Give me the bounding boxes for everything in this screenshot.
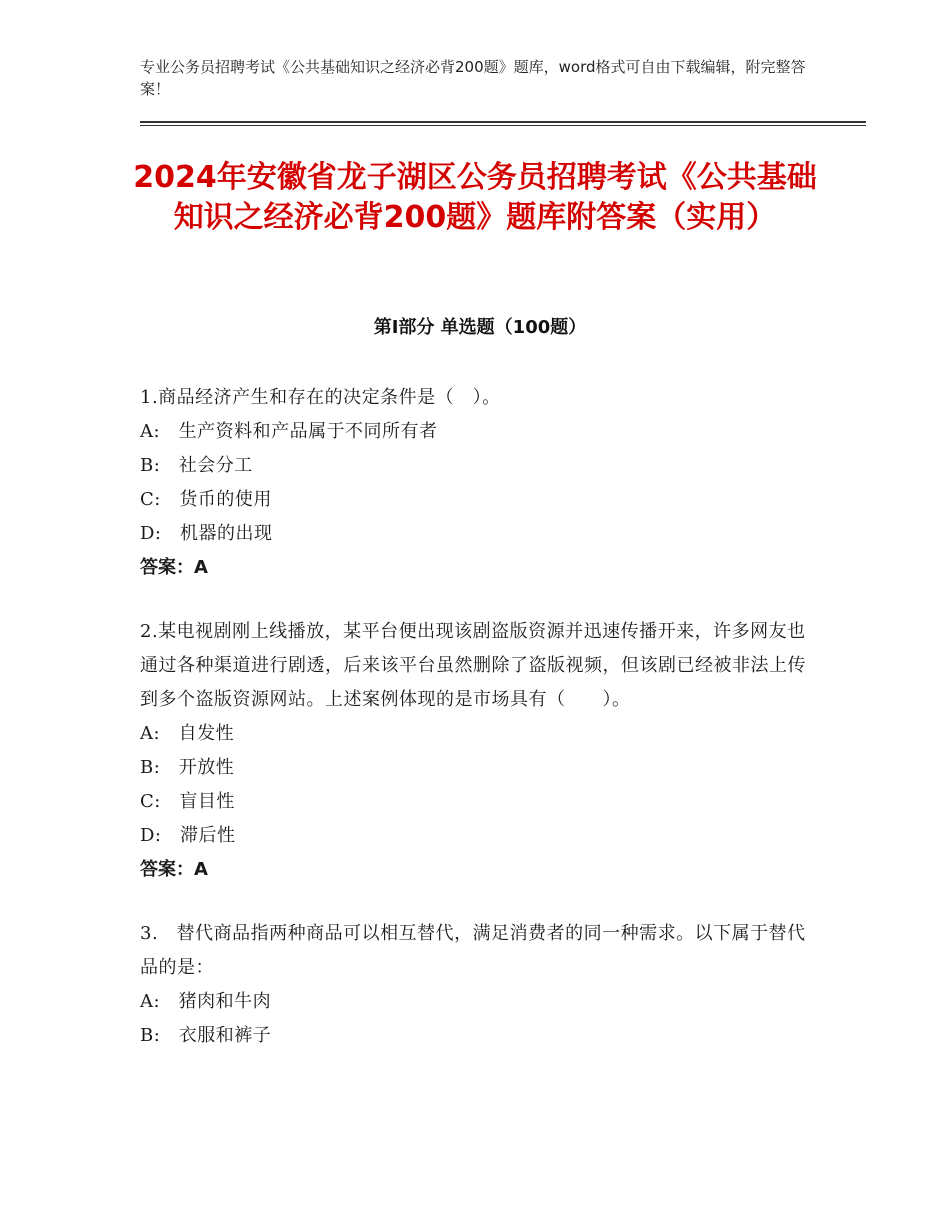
section-heading: 第Ⅰ部分 单选题（100题） (373, 317, 587, 338)
question-text: 1.商品经济产生和存在的决定条件是（ ）。 (140, 387, 501, 408)
question-2 (140, 615, 810, 887)
question-1 (140, 381, 810, 585)
option-b: B: 衣服和裤子 (140, 1025, 272, 1046)
option-d: D: 滞后性 (140, 825, 236, 846)
option-a: A: 猪肉和牛肉 (140, 991, 272, 1012)
header-note: 专业公务员招聘考试《公共基础知识之经济必背200题》题库，word格式可自由下载编辑，附完整答案！ (140, 58, 806, 98)
document-title: 2024年安徽省龙子湖区公务员招聘考试《公共基础知识之经济必背200题》题库附答案（实用） (133, 160, 817, 235)
option-a: A: 生产资料和产品属于不同所有者 (140, 421, 438, 442)
header-divider-thin (140, 125, 866, 126)
question-list (140, 381, 810, 1083)
question-text: 3. 替代商品指两种商品可以相互替代，满足消费者的同一种需求。以下属于替代品的是： (140, 923, 806, 978)
answer-label: 答案：A (140, 859, 208, 880)
header-divider (140, 121, 866, 126)
header-divider-thick (140, 121, 866, 123)
option-b: B: 开放性 (140, 757, 235, 778)
option-d: D: 机器的出现 (140, 523, 273, 544)
answer-label: 答案：A (140, 557, 208, 578)
option-a: A: 自发性 (140, 723, 235, 744)
question-text: 2.某电视剧刚上线播放，某平台便出现该剧盗版资源并迅速传播开来，许多网友也通过各种渠道进行剧透，后来该平台虽然删除了盗版视频，但该剧已经被非法上传到多个盗版资源网站。上述案例体现的是市场具有（ ）。 (140, 621, 806, 710)
option-c: C: 货币的使用 (140, 489, 272, 510)
question-3 (140, 917, 810, 1053)
option-b: B: 社会分工 (140, 455, 253, 476)
option-c: C: 盲目性 (140, 791, 235, 812)
